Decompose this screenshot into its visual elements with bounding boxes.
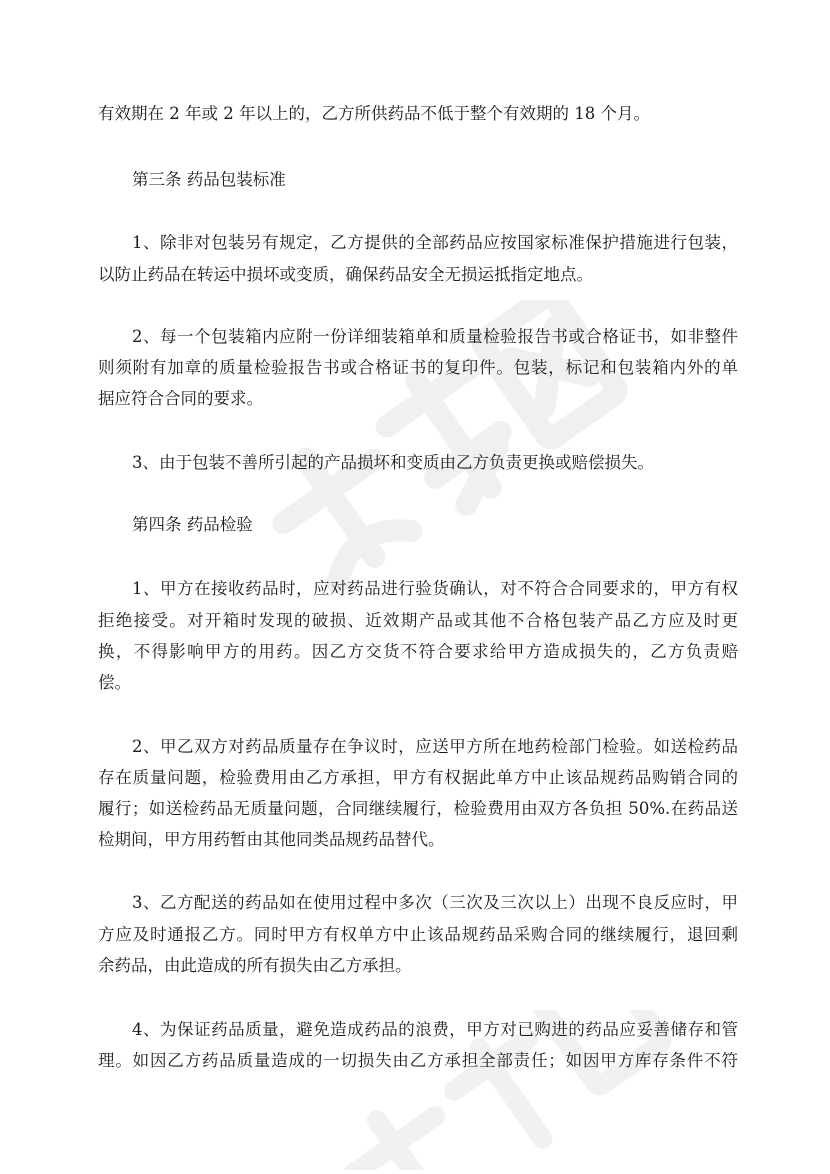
text-line: 3、乙方配送的药品如在使用过程中多次（三次及三次以上）出现不良反应时，甲 (132, 893, 738, 912)
text-line: 1、除非对包装另有规定，乙方提供的全部药品应按国家标准保护措施进行包装， (132, 233, 738, 252)
text-line: 偿。 (98, 673, 131, 692)
text-line: 2、甲乙双方对药品质量存在争议时，应送甲方所在地药检部门检验。如送检药品 (132, 737, 738, 756)
text-line: 换，不得影响甲方的用药。因乙方交货不符合要求给甲方造成损失的，乙方负责赔 (98, 642, 738, 661)
text-line: 方应及时通报乙方。同时甲方有权单方中止该品规药品采购合同的继续履行，退回剩 (98, 925, 738, 944)
text-line: 3、由于包装不善所引起的产品损坏和变质由乙方负责更换或赔偿损失。 (132, 453, 654, 472)
text-line: 存在质量问题，检验费用由乙方承担，甲方有权据此单方中止该品规药品购销合同的 (98, 768, 738, 787)
text-line: 检期间，甲方用药暂由其他同类品规药品替代。 (98, 830, 445, 849)
text-line: 2、每一个包装箱内应附一份详细装箱单和质量检验报告书或合格证书，如非整件 (132, 327, 738, 346)
text-line: 理。如因乙方药品质量造成的一切损失由乙方承担全部责任；如因甲方库存条件不符 (98, 1051, 738, 1070)
text-line: 余药品，由此造成的所有损失由乙方承担。 (98, 956, 412, 975)
text-line: 有效期在 2 年或 2 年以上的，乙方所供药品不低于整个有效期的 18 个月。 (98, 104, 650, 123)
article-heading: 第四条 药品检验 (132, 515, 253, 534)
text-line: 1、甲方在接收药品时，应对药品进行验货确认，对不符合合同要求的，甲方有权 (132, 579, 738, 598)
text-line: 4、为保证药品质量，避免造成药品的浪费，甲方对已购进的药品应妥善储存和管 (132, 1020, 738, 1039)
text-line: 履行；如送检药品无质量问题，合同继续履行，检验费用由双方各负担 50%.在药品送 (98, 799, 738, 818)
text-line: 拒绝接受。对开箱时发现的破损、近效期产品或其他不合格包装产品乙方应及时更 (98, 611, 738, 630)
text-line: 据应符合合同的要求。 (98, 389, 263, 408)
text-line: 以防止药品在转运中损坏或变质，确保药品安全无损运抵指定地点。 (98, 265, 593, 284)
article-heading: 第三条 药品包装标准 (132, 170, 286, 189)
text-line: 则须附有加章的质量检验报告书或合格证书的复印件。包装，标记和包装箱内外的单 (98, 358, 738, 377)
